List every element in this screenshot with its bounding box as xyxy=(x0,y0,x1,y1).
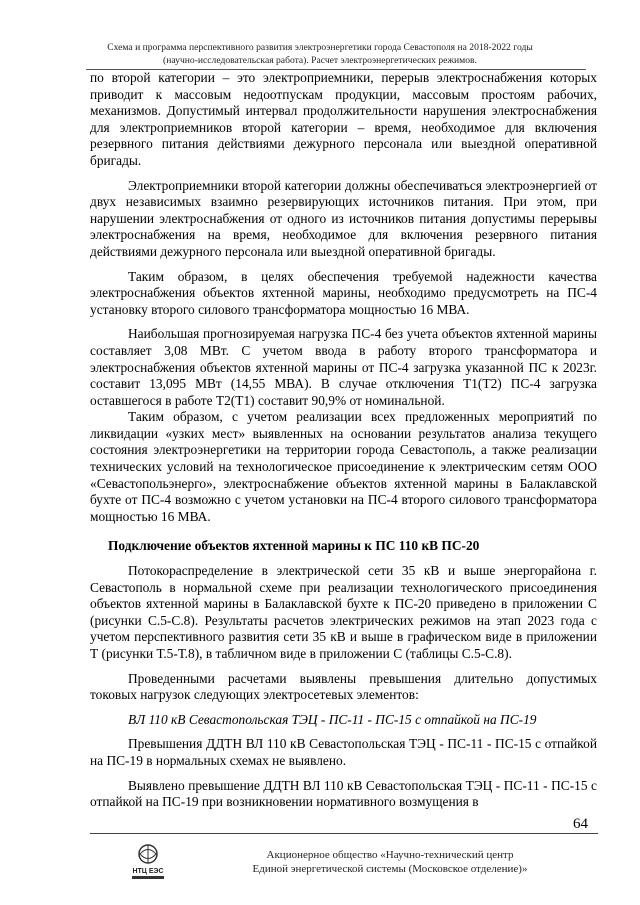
footer-line-1: Акционерное общество «Научно-технический центр xyxy=(266,849,514,861)
paragraph-2: Электроприемники второй категории должны обеспечиваться электроэнергией от двух независимых взаимно резервирующих источников питания. При этом, при нарушении электроснабжения от одного из источников питания допустимы перерывы электроснабжения на время, необходимое для включения резервного питания действиями дежурного персонала или выездной оперативной бригады. xyxy=(90,177,597,259)
header-line-2: (научно-исследовательская работа). Расчет электроэнергетических режимов. xyxy=(163,55,477,66)
document-body xyxy=(90,70,597,811)
paragraph-5: Таким образом, с учетом реализации всех предложенных мероприятий по ликвидации «узких мест» выявленных на основании результатов анализа текущего состояния электроэнергетики на территории города Севастополь, а также реализации технических условий на технологическое присоединение к электрическим сетям ООО «Севастопольэнерго», электроснабжение объектов яхтенной марины в Балаклавской бухте от ПС-4 возможно с учетом установки на ПС-4 второго силового трансформатора мощностью 16 МВА. xyxy=(90,409,597,524)
paragraph-1: по второй категории – это электроприемники, перерыв электроснабжения которых приводит к массовым недоотпускам продукции, массовым простоям рабочих, механизмов. Допустимый интервал продолжительности нарушения электроснабжения для электроприемников второй категории – время, необходимое для включения резервного питания действиями дежурного персонала или выездной оперативной бригады. xyxy=(90,70,597,168)
paragraph-7: Проведенными расчетами выявлены превышения длительно допустимых токовых нагрузок следующих электросетевых элементов: xyxy=(90,670,597,703)
paragraph-6: Потокораспределение в электрической сети 35 кВ и выше энергорайона г. Севастополь в нормальной схеме при реализации технологического присоединения объектов яхтенной марины в Балаклавской бухте к ПС-20 приведено в приложении С (рисунки С.5-С.8). Результаты расчетов электрических режимов на этап 2023 года с учетом перспективного развития сети 35 кВ и выше в графическом виде в приложении Т (рисунки Т.5-Т.8), в табличном виде в приложении С (таблицы С.5-С.8). xyxy=(90,563,597,661)
paragraph-8: Превышения ДДТН ВЛ 110 кВ Севастопольская ТЭЦ - ПС-11 - ПС-15 с отпайкой на ПС-19 в нормальных схемах не выявлено. xyxy=(90,736,597,768)
ntc-ees-logo-icon xyxy=(124,843,172,883)
logo-text: НТЦ ЕЭС xyxy=(132,868,164,875)
header-line-1: Схема и программа перспективного развития электроэнергетики города Севастополя на 2018-2022 годы xyxy=(107,42,533,53)
footer xyxy=(180,848,600,876)
running-header xyxy=(0,41,640,67)
paragraph-4: Наибольшая прогнозируемая нагрузка ПС-4 без учета объектов яхтенной марины составляет 3,08 МВт. С учетом ввода в работу второго трансформатора и электроснабжения объектов яхтенной марины от ПС-4 загрузка указанной ПС к 2023г. составит 13,095 МВт (14,55 МВА). В случае отключения Т1(Т2) ПС-4 загрузка оставшегося в работе Т2(Т1) составит 90,9% от номинальной. xyxy=(90,326,597,408)
italic-line-item: ВЛ 110 кВ Севастопольская ТЭЦ - ПС-11 - ПС-15 с отпайкой на ПС-19 xyxy=(128,711,537,727)
paragraph-9: Выявлено превышение ДДТН ВЛ 110 кВ Севастопольская ТЭЦ - ПС-11 - ПС-15 с отпайкой на ПС-19 при возникновении нормативного возмущения в xyxy=(90,777,597,810)
footer-divider xyxy=(90,833,598,834)
paragraph-3: Таким образом, в целях обеспечения требуемой надежности качества электроснабжения объектов яхтенной марины, необходимо предусмотреть на ПС-4 установку второго силового трансформатора мощностью 16 МВА. xyxy=(90,268,597,317)
section-heading: Подключение объектов яхтенной марины к ПС 110 кВ ПС-20 xyxy=(108,538,480,554)
page-number: 64 xyxy=(573,816,588,832)
footer-line-2: Единой энергетической системы (Московское отделение)» xyxy=(252,863,528,875)
